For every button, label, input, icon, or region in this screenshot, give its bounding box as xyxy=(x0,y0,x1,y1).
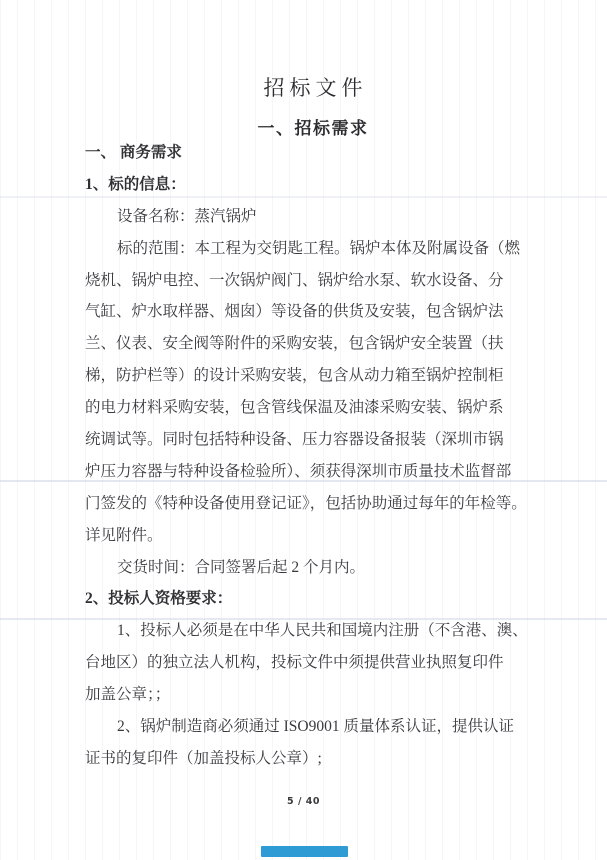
text-line: 加盖公章；； xyxy=(85,686,171,704)
document-body xyxy=(85,137,541,775)
heading-line: 一、 商务需求 xyxy=(85,144,182,161)
page-number: 5 / 40 xyxy=(287,796,320,807)
heading-line: 2、投标人资格要求： xyxy=(85,590,233,608)
horizontal-scrollbar-thumb[interactable] xyxy=(261,846,348,857)
text-line: 的电力材料采购安装，包含管线保温及油漆采购安装、锅炉系 xyxy=(85,399,504,417)
text-line: 交货时间：合同签署后起 2 个月内。 xyxy=(117,558,366,576)
text-line: 设备名称：蒸汽锅炉 xyxy=(117,207,257,225)
document-title: 招标文件 xyxy=(263,76,368,100)
text-line: 1、投标人必须是在中华人民共和国境内注册（不含港、澳、 xyxy=(117,622,528,640)
text-line: 统调试等。同时包括特种设备、压力容器设备报装（深圳市锅 xyxy=(85,431,504,449)
text-line: 标的范围：本工程为交钥匙工程。锅炉本体及附属设备（燃 xyxy=(117,239,521,257)
section-title: 一、招标需求 xyxy=(257,119,369,138)
text-line: 气缸、炉水取样器、烟囱）等设备的供货及安装，包含锅炉法 xyxy=(85,303,504,321)
text-line: 门签发的《特种设备使用登记证》，包括协助通过每年的年检等。 xyxy=(85,494,527,512)
text-line: 证书的复印件（加盖投标人公章）; xyxy=(85,749,322,767)
text-line: 梯，防护栏等）的设计采购安装，包含从动力箱至锅炉控制柜 xyxy=(85,367,504,385)
text-line: 兰、仪表、安全阀等附件的采购安装，包含锅炉安全装置（扶 xyxy=(85,335,504,353)
text-line: 台地区）的独立法人机构，投标文件中须提供营业执照复印件 xyxy=(85,654,504,672)
text-line: 2、锅炉制造商必须通过 ISO9001 质量体系认证，提供认证 xyxy=(117,718,514,736)
heading-line: 1、标的信息： xyxy=(85,175,186,193)
text-line: 详见附件。 xyxy=(85,526,163,544)
text-line: 烧机、锅炉电控、一次锅炉阀门、锅炉给水泵、软水设备、分 xyxy=(85,271,504,289)
text-line: 炉压力容器与特种设备检验所）、须获得深圳市质量技术监督部 xyxy=(85,462,512,480)
